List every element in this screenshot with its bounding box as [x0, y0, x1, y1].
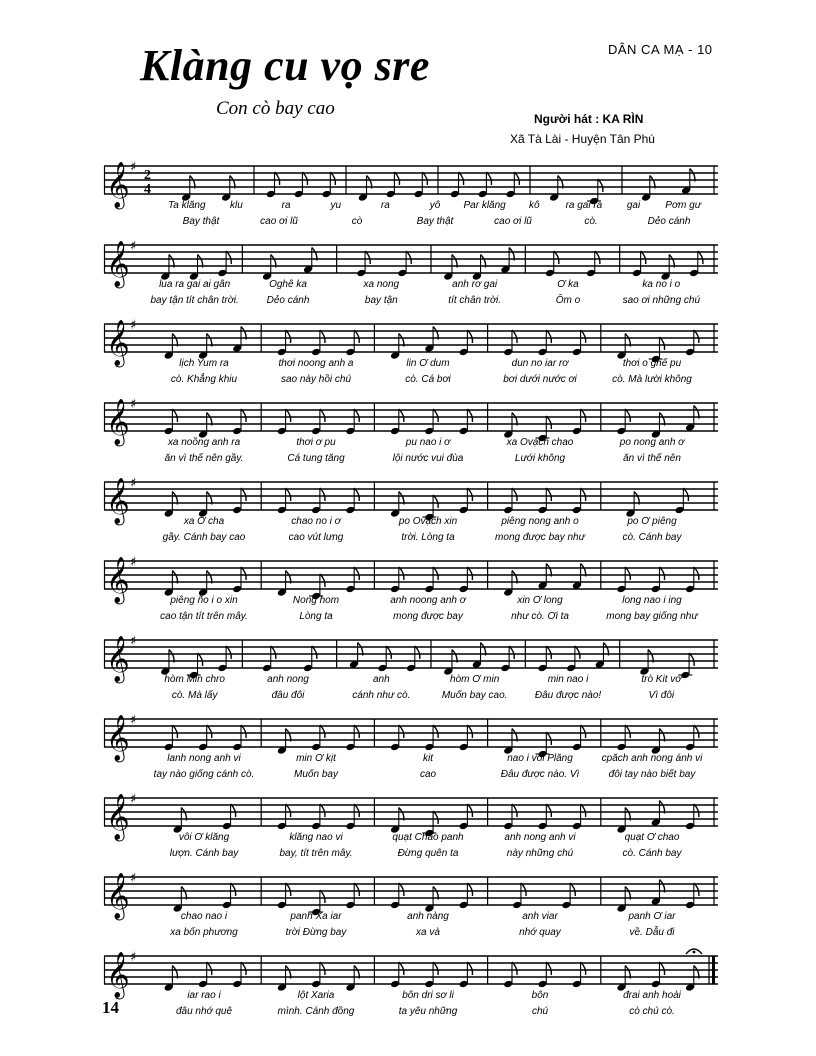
note-flag — [320, 574, 325, 587]
note-flag — [241, 488, 246, 501]
lyric-segment: Vì đôi — [648, 690, 675, 701]
note-flag — [365, 251, 370, 264]
lyrics-line-ma — [104, 437, 718, 451]
lyric-segment: Oghê ka — [269, 279, 307, 290]
staff-system — [104, 472, 718, 543]
lyric-segment: cò. Cánh bay — [622, 848, 682, 859]
lyric-segment: cao ơi lũ — [494, 216, 532, 227]
note-flag — [459, 172, 464, 185]
lyric-segment: ra gai ra — [565, 200, 603, 211]
lyric-segment: anh rơ gai — [452, 279, 498, 290]
final-barline — [712, 956, 715, 984]
fermata-dot — [693, 951, 696, 954]
note-flag — [512, 330, 517, 343]
lyric-segment: Lưới không — [514, 453, 566, 464]
note-flag — [546, 962, 551, 975]
lyric-segment: Ơ ka — [557, 279, 579, 290]
note-flag — [207, 725, 212, 738]
lyric-segment: tay nào giống cánh cò. — [153, 769, 255, 780]
note-flag — [198, 653, 203, 666]
note-flag — [330, 172, 335, 185]
staff-system — [104, 156, 718, 227]
lyric-segment: cò. — [584, 216, 598, 227]
time-signature-top: 2 — [144, 168, 151, 183]
note-flag — [231, 804, 236, 817]
lyric-segment: chao no i ơ — [291, 516, 341, 527]
sharp-icon: ♯ — [130, 397, 137, 412]
note-flag — [433, 725, 438, 738]
lyric-segment: Dẻo cánh — [647, 216, 691, 227]
note-flag — [546, 330, 551, 343]
note-flag — [486, 172, 491, 185]
note-flag — [467, 330, 472, 343]
note-flag — [433, 811, 438, 824]
lyric-segment: cò. Mà lấy — [171, 690, 218, 701]
lyric-segment: quạt Chao panh — [392, 832, 464, 843]
lyric-segment: min nao i — [547, 674, 589, 685]
page-number: 14 — [102, 998, 119, 1017]
lyric-segment: mình. Cánh đồng — [277, 1006, 355, 1017]
lyric-segment: panh Xa iar — [290, 911, 342, 922]
note-flag — [320, 890, 325, 903]
lyric-segment: mong bay giống như — [606, 611, 698, 622]
note-flag — [694, 804, 699, 817]
lyrics-line-vietnamese — [104, 848, 718, 862]
note-flag — [286, 488, 291, 501]
lyric-segment: đôi tay nào biết bay — [608, 769, 696, 780]
staff-system — [104, 393, 718, 464]
lyric-segment: bôn dri sơ li — [402, 990, 454, 1001]
lyric-segment: thơi ơ pu — [296, 437, 336, 448]
lyric-segment: pu nao i ơ — [405, 437, 451, 448]
note-flag — [406, 251, 411, 264]
note-flag — [320, 488, 325, 501]
lyric-segment: ăn vì thế nên gầy. — [164, 453, 244, 464]
staff-system — [104, 788, 718, 859]
note-flag — [399, 567, 404, 580]
treble-clef-icon: 𝄞 — [106, 557, 130, 603]
series-label: DÂN CA MẠ - 10 — [608, 42, 713, 57]
note-flag — [683, 488, 688, 501]
treble-clef-icon: 𝄞 — [106, 241, 130, 287]
note-flag — [546, 488, 551, 501]
note-flag — [312, 646, 317, 659]
lyric-segment: Lòng ta — [299, 611, 333, 622]
lyric-segment: xa Ovạch chao — [506, 437, 574, 448]
lyrics-line-vietnamese — [104, 927, 718, 941]
lyric-segment: cao — [419, 769, 437, 780]
note-flag — [659, 337, 664, 350]
note-flag — [433, 962, 438, 975]
treble-clef-icon: 𝄞 — [106, 399, 130, 445]
lyric-segment: tít chân trời. — [448, 295, 502, 306]
lyric-segment: kit — [423, 753, 433, 764]
lyrics-line-ma — [104, 279, 718, 293]
lyrics-line-ma — [104, 358, 718, 372]
sharp-icon: ♯ — [130, 634, 137, 649]
note-flag — [433, 409, 438, 422]
note-flag — [467, 409, 472, 422]
lyric-segment: cò. Cánh bay — [622, 532, 682, 543]
treble-clef-icon: 𝄞 — [106, 715, 130, 761]
note-flag — [386, 646, 391, 659]
lyric-segment: đâu nhớ quê — [175, 1006, 233, 1017]
lyric-segment: như cò. Ơi ta — [511, 611, 569, 622]
lyric-segment: chú — [531, 1006, 549, 1017]
lyrics-line-ma — [104, 832, 718, 846]
lyric-segment: Bay thật — [182, 216, 220, 227]
lyric-segment: cò. Khẳng khiu — [170, 374, 238, 385]
lyric-segment: po Ovạch xin — [398, 516, 458, 527]
lyric-segment: lịch Yum ra — [179, 358, 229, 369]
staff-system — [104, 630, 718, 701]
lyric-segment: cò — [351, 216, 363, 227]
note-flag — [512, 804, 517, 817]
lyric-segment: sao này hồi chú — [280, 374, 352, 385]
lyrics-line-ma — [104, 990, 718, 1004]
note-flag — [467, 883, 472, 896]
note-flag — [467, 567, 472, 580]
staff-system — [104, 867, 718, 938]
note-flag — [581, 962, 586, 975]
lyrics-line-vietnamese — [104, 690, 718, 704]
lyrics-line-ma — [104, 516, 718, 530]
note-flag — [570, 883, 575, 896]
lyric-segment: xa nong — [363, 279, 400, 290]
sharp-icon: ♯ — [130, 792, 137, 807]
lyric-segment: Bay thật — [416, 216, 454, 227]
treble-clef-icon: 𝄞 — [106, 794, 130, 840]
note-flag — [226, 251, 231, 264]
note-flag — [694, 883, 699, 896]
lyrics-line-ma — [104, 200, 718, 214]
lyric-segment: bơi dưới nước ơi — [503, 374, 577, 385]
lyrics-line-vietnamese — [104, 532, 718, 546]
note-flag — [226, 646, 231, 659]
note-flag — [546, 732, 551, 745]
lyric-segment: lua ra gai ai gân — [159, 279, 231, 290]
treble-clef-icon: 𝄞 — [106, 636, 130, 682]
lyric-segment: trò Kit vơ — [641, 674, 682, 685]
lyric-segment: min Ơ kịt — [296, 753, 336, 764]
lyric-segment: Đâu được nào! — [534, 690, 602, 701]
note-flag — [394, 172, 399, 185]
treble-clef-icon: 𝄞 — [106, 320, 130, 366]
note-flag — [275, 172, 280, 185]
note-flag — [467, 488, 472, 501]
note-flag — [659, 962, 664, 975]
staff-system — [104, 709, 718, 780]
note-flag — [354, 883, 359, 896]
lyric-segment: trời Đừng bay — [285, 927, 347, 938]
note-flag — [399, 883, 404, 896]
note-flag — [241, 409, 246, 422]
lyric-segment: anh nong anh vi — [504, 832, 576, 843]
lyric-segment: thơi o ghế pu — [622, 358, 682, 369]
sharp-icon: ♯ — [130, 871, 137, 886]
treble-clef-icon: 𝄞 — [106, 162, 130, 208]
lyric-segment: anh — [372, 674, 390, 685]
sharp-icon: ♯ — [130, 950, 137, 965]
lyric-segment: cánh như cò. — [352, 690, 411, 701]
lyric-segment: cò chú cò. — [629, 1006, 675, 1017]
lyric-segment: lanh nong anh vi — [167, 753, 241, 764]
sharp-icon: ♯ — [130, 476, 137, 491]
lyric-segment: anh noong anh ơ — [390, 595, 466, 606]
note-flag — [581, 409, 586, 422]
note-flag — [509, 646, 514, 659]
treble-clef-icon: 𝄞 — [106, 952, 130, 998]
lyric-segment: này những chú — [506, 848, 574, 859]
note-flag — [286, 804, 291, 817]
note-flag — [581, 330, 586, 343]
lyric-segment: Muốn bay — [294, 769, 338, 780]
note-flag — [694, 567, 699, 580]
lyric-segment: ra — [281, 200, 291, 211]
lyric-segment: cò. Cá bơi — [405, 374, 451, 385]
note-flag — [354, 488, 359, 501]
note-flag — [415, 646, 420, 659]
lyric-segment: Nong hom — [292, 595, 340, 606]
lyric-segment: yu — [330, 200, 341, 211]
note-flag — [546, 646, 551, 659]
staff-system — [104, 946, 718, 1017]
lyric-segment: xa và — [416, 927, 440, 938]
note-flag — [286, 883, 291, 896]
lyric-segment: cao ơi lũ — [260, 216, 298, 227]
lyrics-line-vietnamese — [104, 769, 718, 783]
note-flag — [241, 962, 246, 975]
lyric-segment: anh nong — [267, 674, 309, 685]
sharp-icon: ♯ — [130, 239, 137, 254]
lyric-segment: xa Ơ cha — [183, 516, 225, 527]
note-flag — [433, 495, 438, 508]
lyric-segment: cpăch anh nong ánh vi — [601, 753, 703, 764]
note-flag — [598, 179, 603, 192]
lyric-segment: bay tận tít chân trời. — [150, 295, 239, 306]
lyric-segment: quạt Ơ chao — [624, 832, 680, 843]
lyric-segment: trời. Lòng ta — [401, 532, 455, 543]
lyric-segment: Muốn bay cao. — [441, 690, 508, 701]
lyric-segment: cao tận tít trên mây. — [160, 611, 248, 622]
lyrics-line-vietnamese — [104, 295, 718, 309]
note-flag — [320, 804, 325, 817]
note-flag — [694, 330, 699, 343]
sharp-icon: ♯ — [130, 160, 137, 175]
lyric-segment: thơi noong anh a — [278, 358, 354, 369]
lyric-segment: Par klăng — [463, 200, 506, 211]
note-flag — [595, 251, 600, 264]
note-flag — [659, 567, 664, 580]
song-title: Klàng cu vọ sre — [140, 41, 430, 90]
lyric-segment: gai — [626, 200, 641, 211]
lyric-segment: piêng ño i o xin — [170, 595, 238, 606]
note-flag — [625, 725, 630, 738]
lyric-segment: xin Ơ long — [517, 595, 563, 606]
note-flag — [581, 804, 586, 817]
note-flag — [399, 962, 404, 975]
lyric-segment: panh Ơ iar — [628, 911, 676, 922]
note-flag — [354, 804, 359, 817]
lyric-segment: bôn — [531, 990, 549, 1001]
lyric-segment: Pơm gư — [665, 200, 702, 211]
lyric-segment: po nong anh ơ — [619, 437, 685, 448]
note-flag — [286, 409, 291, 422]
treble-clef-icon: 𝄞 — [106, 873, 130, 919]
lyrics-line-ma — [104, 911, 718, 925]
note-flag — [320, 962, 325, 975]
note-flag — [575, 646, 580, 659]
note-flag — [625, 567, 630, 580]
note-flag — [554, 251, 559, 264]
lyric-segment: xa bốn phương — [170, 927, 238, 938]
staff-system — [104, 314, 718, 385]
sharp-icon: ♯ — [130, 318, 137, 333]
lyric-segment: Ta klăng — [168, 200, 206, 211]
lyric-segment: klăng nao vi — [289, 832, 343, 843]
lyric-segment: mong được bay như — [495, 532, 585, 543]
note-flag — [467, 804, 472, 817]
sharp-icon: ♯ — [130, 713, 137, 728]
lyrics-line-vietnamese — [104, 453, 718, 467]
note-flag — [521, 883, 526, 896]
singer-location: Xã Tà Lài - Huyện Tân Phú — [510, 132, 655, 146]
note-flag — [698, 251, 703, 264]
lyric-segment: lượn. Cánh bay — [169, 848, 239, 859]
lyric-segment: po Ơ piêng — [627, 516, 677, 527]
note-flag — [271, 646, 276, 659]
note-flag — [302, 172, 307, 185]
sharp-icon: ♯ — [130, 555, 137, 570]
lyric-segment: đrai anh hoài — [623, 990, 681, 1001]
lyric-segment: kô — [528, 200, 540, 211]
lyric-segment: ka no i o — [642, 279, 681, 290]
note-flag — [467, 725, 472, 738]
lyric-segment: anh nàng — [407, 911, 449, 922]
note-flag — [286, 330, 291, 343]
lyric-segment: nhớ quay — [519, 927, 561, 938]
lyrics-line-ma — [104, 674, 718, 688]
lyrics-line-vietnamese — [104, 1006, 718, 1020]
note-flag — [399, 725, 404, 738]
lyric-segment: Đâu được nào. Vì — [500, 769, 580, 780]
note-flag — [467, 962, 472, 975]
note-flag — [207, 962, 212, 975]
lyric-segment: chao nao i — [180, 911, 228, 922]
lyric-segment: sao ơi những chú — [622, 295, 701, 306]
note-flag — [689, 653, 694, 666]
note-flag — [172, 409, 177, 422]
lyric-segment: lột Xaria — [297, 990, 335, 1001]
lyrics-line-ma — [104, 753, 718, 767]
note-flag — [514, 172, 519, 185]
lyric-segment: Cá tung tăng — [287, 453, 345, 464]
lyrics-line-ma — [104, 595, 718, 609]
lyric-segment: dun no iar rơ — [511, 358, 569, 369]
lyric-segment: long nao i ing — [622, 595, 682, 606]
lyric-segment: nao i vol Plăng — [507, 753, 573, 764]
lyric-segment: hòm Ơ min — [450, 674, 500, 685]
treble-clef-icon: 𝄞 — [106, 478, 130, 524]
note-flag — [546, 416, 551, 429]
note-flag — [581, 488, 586, 501]
lyric-segment: iar rao i — [187, 990, 221, 1001]
note-flag — [320, 725, 325, 738]
lyric-segment: hòm Min chro — [164, 674, 225, 685]
lyric-segment: Dẻo cánh — [266, 295, 310, 306]
lyric-segment: vôi Ơ klăng — [178, 832, 230, 843]
note-flag — [641, 251, 646, 264]
lyric-segment: về. Dẫu đi — [629, 927, 675, 938]
note-flag — [354, 330, 359, 343]
note-flag — [581, 725, 586, 738]
lyrics-line-vietnamese — [104, 611, 718, 625]
note-flag — [320, 330, 325, 343]
lyric-segment: đâu đôi — [271, 690, 305, 701]
lyric-segment: xa noồng anh ra — [167, 437, 241, 448]
note-flag — [546, 804, 551, 817]
lyric-segment: gầy. Cánh bay cao — [162, 532, 246, 543]
lyric-segment: ra — [380, 200, 390, 211]
note-flag — [694, 725, 699, 738]
lyric-segment: ăn vì thế nên — [623, 453, 681, 464]
note-flag — [241, 567, 246, 580]
lyric-segment: Ôm o — [555, 295, 581, 306]
note-flag — [354, 409, 359, 422]
note-flag — [172, 725, 177, 738]
note-flag — [231, 883, 236, 896]
lyric-segment: piêng nong anh o — [501, 516, 579, 527]
lyric-segment: bay tận — [364, 295, 398, 306]
staff-system — [104, 551, 718, 622]
lyric-segment: klu — [230, 200, 243, 211]
note-flag — [399, 409, 404, 422]
lyric-segment: yô — [429, 200, 441, 211]
lyric-segment: ta yêu những — [398, 1006, 458, 1017]
lyrics-line-vietnamese — [104, 216, 718, 230]
lyric-segment: lội nước vui đùa — [392, 453, 464, 464]
note-flag — [433, 567, 438, 580]
lyric-segment: cao vút lưng — [288, 532, 344, 543]
lyric-segment: Đừng quên ta — [397, 848, 459, 859]
note-flag — [354, 725, 359, 738]
note-flag — [512, 962, 517, 975]
note-flag — [512, 488, 517, 501]
lyric-segment: mong được bay — [393, 611, 463, 622]
note-flag — [241, 725, 246, 738]
lyric-segment: cò. Mà lười không — [612, 374, 692, 385]
song-subtitle: Con cò bay cao — [216, 98, 335, 119]
lyric-segment: anh viar — [522, 911, 558, 922]
note-flag — [354, 567, 359, 580]
staff-system — [104, 235, 718, 306]
lyrics-line-vietnamese — [104, 374, 718, 388]
note-flag — [625, 409, 630, 422]
singer-credit: Người hát : KA RÌN — [534, 112, 644, 126]
lyric-segment: lin Ơ dum — [406, 358, 450, 369]
lyric-segment: bay, tít trên mây. — [279, 848, 353, 859]
time-signature-bottom: 4 — [144, 182, 151, 197]
note-flag — [422, 172, 427, 185]
note-flag — [320, 409, 325, 422]
